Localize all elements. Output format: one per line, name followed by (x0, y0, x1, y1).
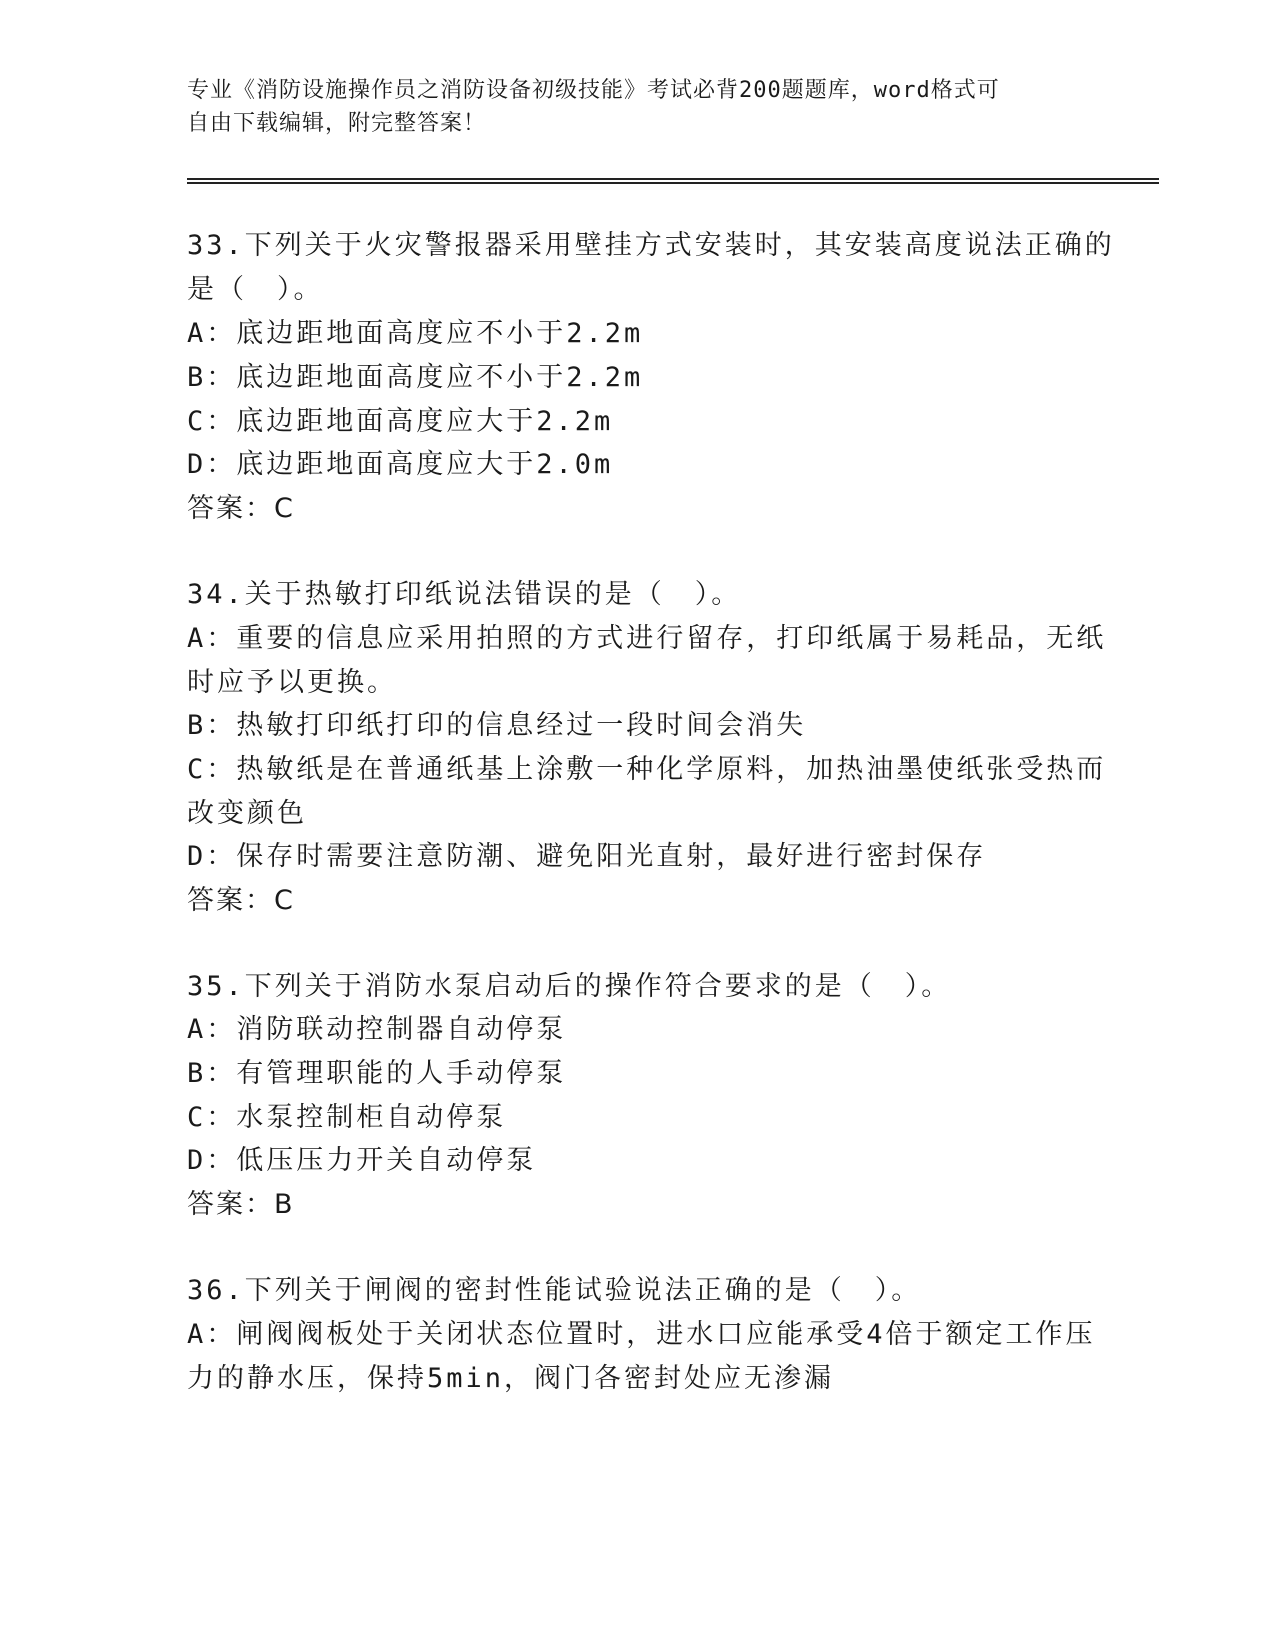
question-34-option-c: C：热敏纸是在普通纸基上涂敷一种化学原料，加热油墨使纸张受热而 (187, 754, 1107, 785)
question-33-option-a: A：底边距地面高度应不小于2.2m (187, 318, 644, 349)
question-33-option-b: B：底边距地面高度应不小于2.2m (187, 362, 644, 393)
question-34-option-b: B：热敏打印纸打印的信息经过一段时间会消失 (187, 710, 807, 741)
question-34-option-d: D：保存时需要注意防潮、避免阳光直射，最好进行密封保存 (187, 841, 987, 872)
question-35-option-c: C：水泵控制柜自动停泵 (187, 1102, 507, 1133)
question-33-option-c: C：底边距地面高度应大于2.2m (187, 406, 614, 437)
question-33-stem: 33.下列关于火灾警报器采用壁挂方式安装时，其安装高度说法正确的 (187, 230, 1115, 261)
document-header (187, 74, 1067, 140)
question-36-option-a-cont: 力的静水压，保持5min，阀门各密封处应无渗漏 (187, 1363, 835, 1394)
header-line-2: 自由下载编辑，附完整答案！ (187, 111, 487, 136)
question-33-stem-cont: 是（ ）。 (187, 274, 324, 305)
question-35-stem: 35.下列关于消防水泵启动后的操作符合要求的是（ ）。 (187, 971, 952, 1002)
question-34-answer: 答案：C (187, 885, 295, 916)
question-34-stem: 34.关于热敏打印纸说法错误的是（ ）。 (187, 579, 742, 610)
question-35-option-b: B：有管理职能的人手动停泵 (187, 1058, 567, 1089)
question-34-option-a-cont: 时应予以更换。 (187, 667, 397, 698)
question-35-answer: 答案：B (187, 1189, 295, 1220)
question-34-option-c-cont: 改变颜色 (187, 798, 307, 829)
question-36-stem: 36.下列关于闸阀的密封性能试验说法正确的是（ ）。 (187, 1275, 922, 1306)
question-33-option-d: D：底边距地面高度应大于2.0m (187, 449, 614, 480)
header-double-rule (187, 178, 1159, 184)
question-36-option-a: A：闸阀阀板处于关闭状态位置时，进水口应能承受4倍于额定工作压 (187, 1319, 1096, 1350)
question-35-option-a: A：消防联动控制器自动停泵 (187, 1014, 567, 1045)
question-35-option-d: D：低压压力开关自动停泵 (187, 1145, 537, 1176)
header-line-1: 专业《消防设施操作员之消防设备初级技能》考试必背200题题库，word格式可 (187, 78, 1000, 103)
question-33-answer: 答案：C (187, 493, 295, 524)
question-34-option-a: A：重要的信息应采用拍照的方式进行留存，打印纸属于易耗品，无纸 (187, 623, 1107, 654)
